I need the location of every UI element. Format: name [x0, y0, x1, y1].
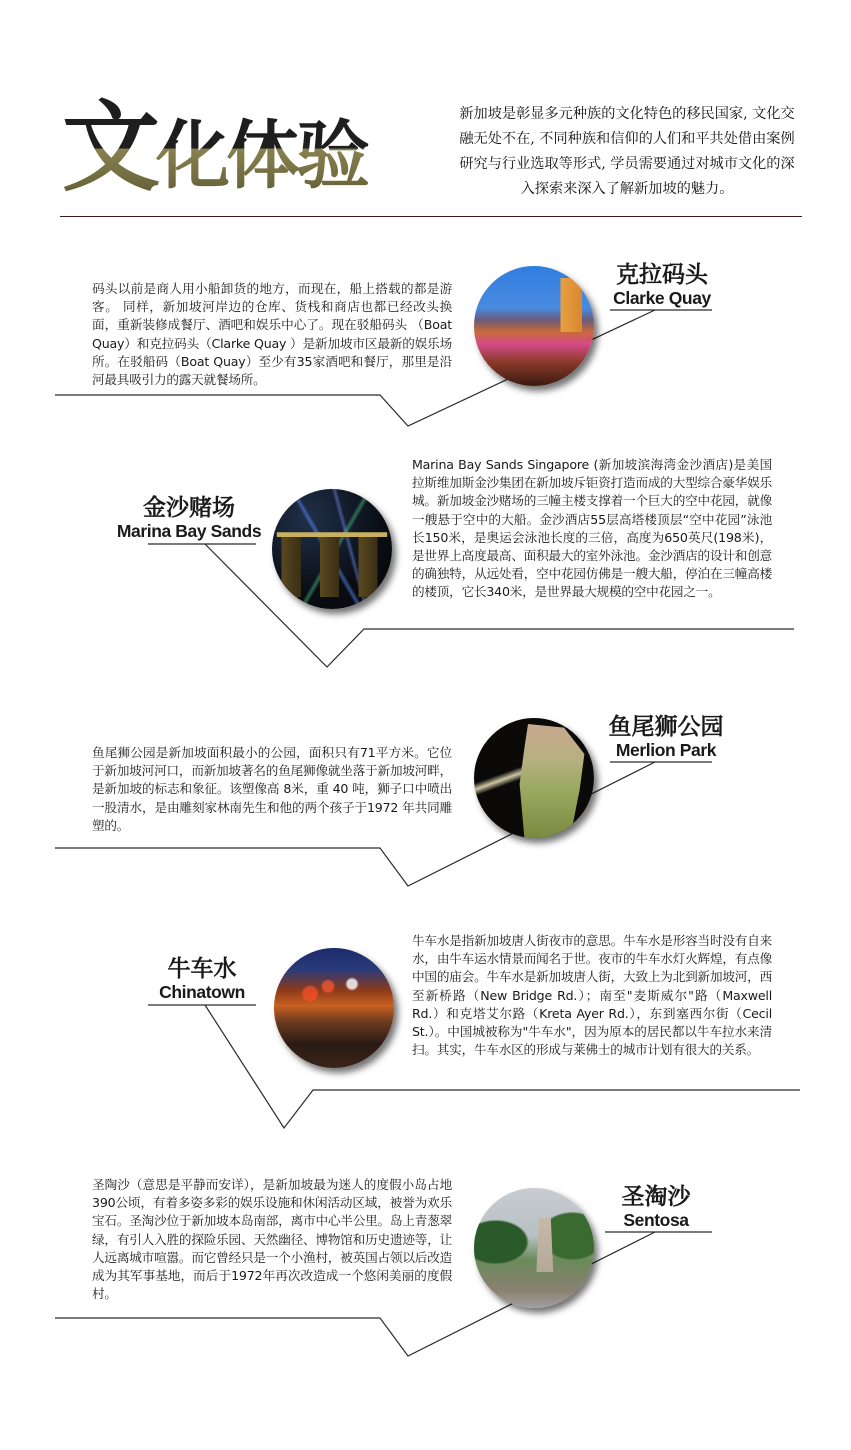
merlion-park-name-cn: 鱼尾狮公园	[608, 714, 724, 740]
title-first-char: 文	[62, 90, 157, 205]
marina-bay-sands-photo	[272, 489, 392, 609]
merlion-park-label	[602, 714, 730, 760]
marina-bay-sands-label	[108, 495, 270, 541]
chinatown-description: 牛车水是指新加坡唐人街夜市的意思。牛车水是形容当时没有自来水，由牛车运水情景而闻名于世。夜市的牛车水灯火辉煌，有点像中国的庙会。牛车水是新加坡唐人街，大致上为北到新加坡河，西至新桥路（New Bridge Rd.）；南至"麦斯威尔"路（Maxwell Rd.）和克塔艾尔路（Kreta Ayer Rd.），东到塞西尔街（Cecil St.）。中国城被称为"牛车水"，因为原本的居民都以牛车拉水来清扫。其实，牛车水区的形成与莱佛士的城市计划有很大的关系。	[412, 933, 772, 1058]
sentosa-name-cn: 圣淘沙	[621, 1184, 691, 1210]
chinatown-photo	[274, 948, 394, 1068]
merlion-park-description: 鱼尾狮公园是新加坡面积最小的公园，面积只有71平方米。它位于新加坡河河口，而新加坡著名的鱼尾狮像就坐落于新加坡河畔，是新加坡的标志和象征。该塑像高 8米，重 40 吨，狮子口中喷出一股清水，是由雕刻家林南先生和他的两个孩子于1972 年共同雕塑的。	[92, 745, 452, 833]
clarke-quay-description: 码头以前是商人用小船卸货的地方，而现在，船上搭载的都是游客。 同样，新加坡河岸边的仓库、货栈和商店也都已经改头换面，重新装修成餐厅、酒吧和娱乐中心了。现在驳船码头 （Boat Quay）和克拉码头（Clarke Quay ）是新加坡市区最新的娱乐场所。在驳船码（Boat Quay）至少有35家酒吧和餐厅，那里是沿河最具吸引力的露天就餐场所。	[92, 281, 452, 388]
marina-bay-sands-name-en: Marina Bay Sands	[116, 521, 262, 541]
sentosa-label	[606, 1184, 706, 1230]
marina-bay-sands-name-cn: 金沙赌场	[143, 495, 235, 521]
merlion-park-name-en: Merlion Park	[615, 740, 717, 760]
chinatown-name-en: Chinatown	[159, 982, 245, 1002]
sentosa-name-en: Sentosa	[623, 1210, 689, 1230]
merlion-park-photo	[474, 718, 594, 838]
clarke-quay-name-en: Clarke Quay	[613, 288, 711, 308]
title-rest: 化体验	[156, 113, 367, 199]
sentosa-description: 圣陶沙（意思是平静而安详），是新加坡最为迷人的度假小岛占地390公顷，有着多姿多彩的娱乐设施和休闲活动区域，被誉为欢乐宝石。圣淘沙位于新加坡本岛南部，离市中心半公里。岛上青葱翠绿，有引人入胜的探险乐园、天然幽径、博物馆和历史遗迹等，让人远离城市喧嚣。而它曾经只是一个小渔村，被英国占领以后改造成为其军事基地，而后于1972年再次改造成一个悠闲美丽的度假村。	[92, 1177, 452, 1302]
intro-paragraph: 新加坡是彰显多元种族的文化特色的移民国家, 文化交融无处不在, 不同种族和信仰的人们和平共处借由案例研究与行业选取等形式, 学员需要通过对城市文化的深入探索来深入了解新加坡的魅力。	[459, 106, 795, 197]
chinatown-name-cn: 牛车水	[167, 956, 237, 982]
clarke-quay-name-cn: 克拉码头	[616, 262, 708, 288]
clarke-quay-label	[604, 262, 720, 308]
clarke-quay-photo	[474, 266, 594, 386]
marina-bay-sands-description: Marina Bay Sands Singapore (新加坡滨海湾金沙酒店)是美国拉斯维加斯金沙集团在新加坡斥钜资打造而成的大型综合豪华娱乐城。新加坡金沙赌场的三幢主楼支撑着一个巨大的空中花园，就像一艘悬于空中的大船。金沙酒店55层高塔楼顶层“空中花园”泳池长150米，是奥运会泳池长度的三倍，高度为650英尺(198米)，是世界上高度最高、面积最大的室外泳池。金沙酒店的设计和创意的确独特，从远处看，空中花园仿佛是一艘大船，停泊在三幢高楼的楼顶，它长340米，是世界最大规模的空中花园之一。	[412, 457, 772, 600]
sentosa-photo	[474, 1188, 594, 1308]
chinatown-label	[148, 956, 256, 1002]
